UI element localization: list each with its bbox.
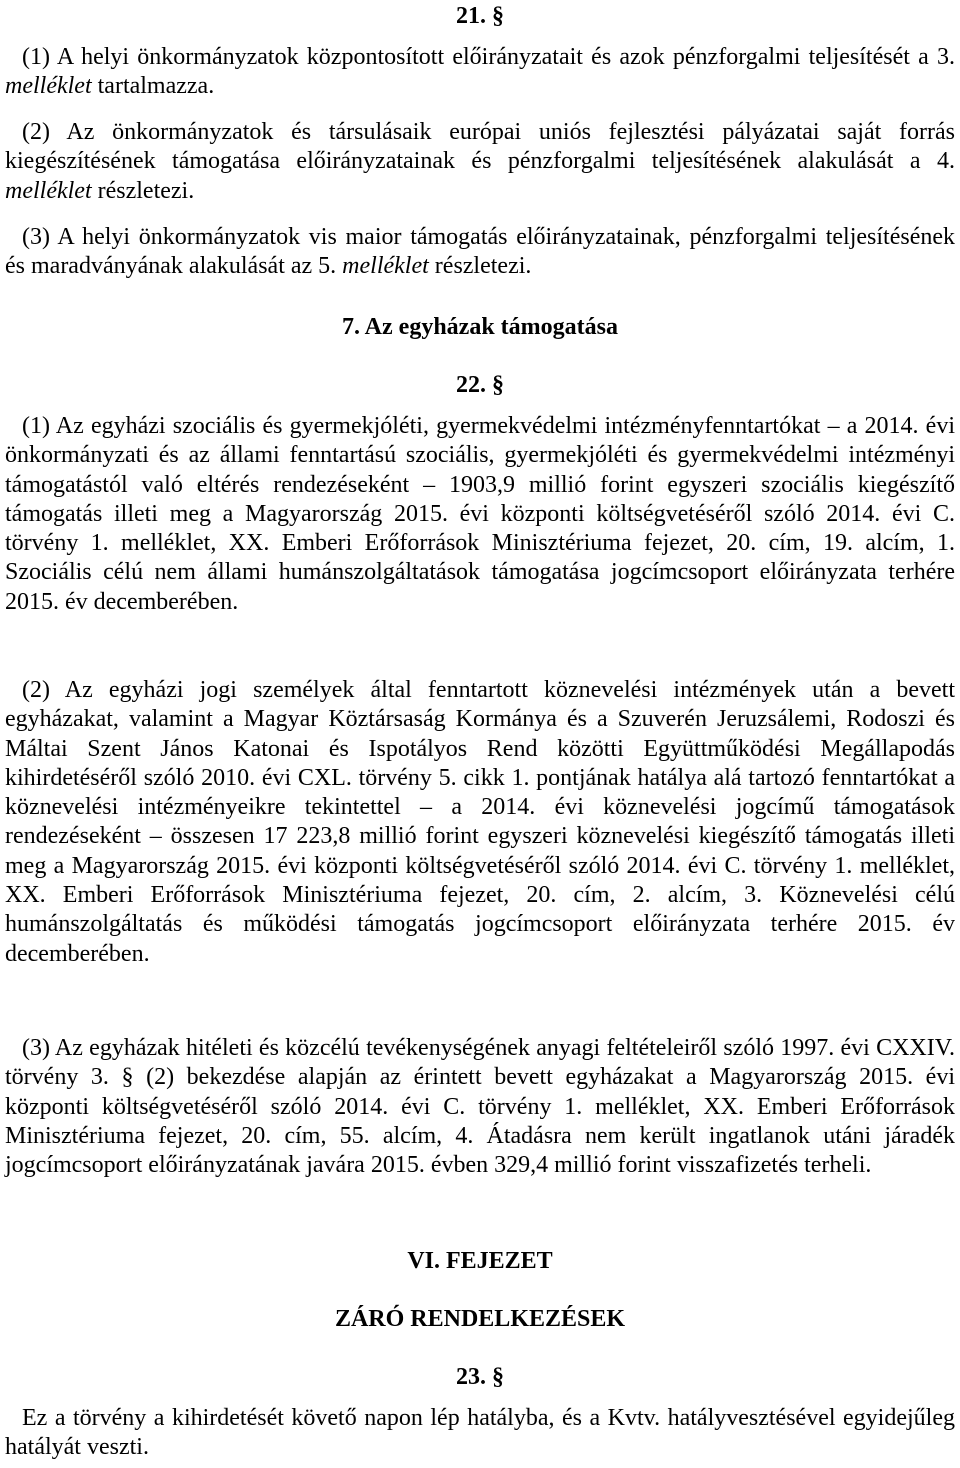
melleklet-reference: melléklet	[5, 177, 92, 204]
section-22-heading: 22. §	[456, 372, 504, 398]
chapter-7-title: 7. Az egyházak támogatása	[342, 314, 618, 340]
section-21-paragraph-2: (2) Az önkormányzatok és társulásaik európai uniós fejlesztési pályázatai saját forrás kiegészítésének támogatása előirányzatainak és pénzforgalmi teljesítésének alakulását a 4. melléklet részletezi.	[5, 119, 955, 204]
chapter-vi-title: VI. FEJEZET	[407, 1248, 553, 1274]
section-23-heading: 23. §	[456, 1364, 504, 1390]
chapter-vi-subtitle: ZÁRÓ RENDELKEZÉSEK	[334, 1306, 626, 1332]
melleklet-reference: melléklet	[5, 73, 92, 100]
section-21-paragraph-1: (1) A helyi önkormányzatok központosított előirányzatait és azok pénzforgalmi teljesítését a 3. melléklet tartalmazza.	[5, 44, 955, 100]
melleklet-reference: melléklet	[342, 253, 429, 280]
section-21-paragraph-3: (3) A helyi önkormányzatok vis maior támogatás előirányzatainak, pénzforgalmi teljesítésének és maradványának alakulását az 5. melléklet részletezi.	[5, 224, 955, 280]
section-21-heading: 21. §	[456, 3, 504, 29]
section-23-paragraph-1: Ez a törvény a kihirdetését követő napon lép hatályba, és a Kvtv. hatályvesztésével egyidejűleg hatályát veszti.	[5, 1405, 955, 1461]
section-22-paragraph-3: (3) Az egyházak hitéleti és közcélú tevékenységének anyagi feltételeiről szóló 1997. évi CXXIV. törvény 3. § (2) bekezdése alapján az érintett bevett egyházakat a Magyarország 2015. évi központi költségvetéséről szóló 2014. évi C. törvény 1. melléklet, XX. Emberi Erőforrások Minisztériuma fejezet, 20. cím, 55. alcím, 4. Átadásra nem került ingatlanok utáni járadék jogcímcsoport előirányzatának javára 2015. évben 329,4 millió forint visszafizetés terheli.	[5, 1035, 955, 1179]
section-22-paragraph-2: (2) Az egyházi jogi személyek által fenntartott köznevelési intézmények után a bevett egyházakat, valamint a Magyar Köztársaság Kormánya és a Szuverén Jeruzsálemi, Rodoszi és Máltai Szent János Katonai és Ispotályos Rend közötti Együttműködési Megállapodás kihirdetéséről szóló 2010. évi CXL. törvény 5. cikk 1. pontjának hatálya alá tartozó fenntartókat a köznevelési intézményeikre tekintettel – a 2014. évi köznevelési jogcímű támogatások rendezéseként – összesen 17 223,8 millió forint egyszeri köznevelési kiegészítő támogatás illeti meg a Magyarország 2015. évi központi költségvetéséről szóló 2014. évi C. törvény 1. melléklet, XX. Emberi Erőforrások Minisztériuma fejezet, 20. cím, 2. alcím, 3. Köznevelési célú humánszolgáltatás és működési támogatás jogcímcsoport előirányzata terhére 2015. év decemberében.	[5, 677, 955, 967]
section-22-paragraph-1: (1) Az egyházi szociális és gyermekjóléti, gyermekvédelmi intézményfenntartókat – a 2014. évi önkormányzati és az állami fenntartású szociális, gyermekjóléti és gyermekvédelmi intézményi támogatástól való eltérés rendezéseként – 1903,9 millió forint egyszeri szociális kiegészítő támogatás illeti meg a Magyarország 2015. évi központi költségvetéséről szóló 2014. évi C. törvény 1. melléklet, XX. Emberi Erőforrások Minisztériuma fejezet, 20. cím, 19. alcím, 1. Szociális célú nem állami humánszolgáltatások támogatása jogcímcsoport előirányzata terhére 2015. év decemberében.	[5, 413, 955, 615]
